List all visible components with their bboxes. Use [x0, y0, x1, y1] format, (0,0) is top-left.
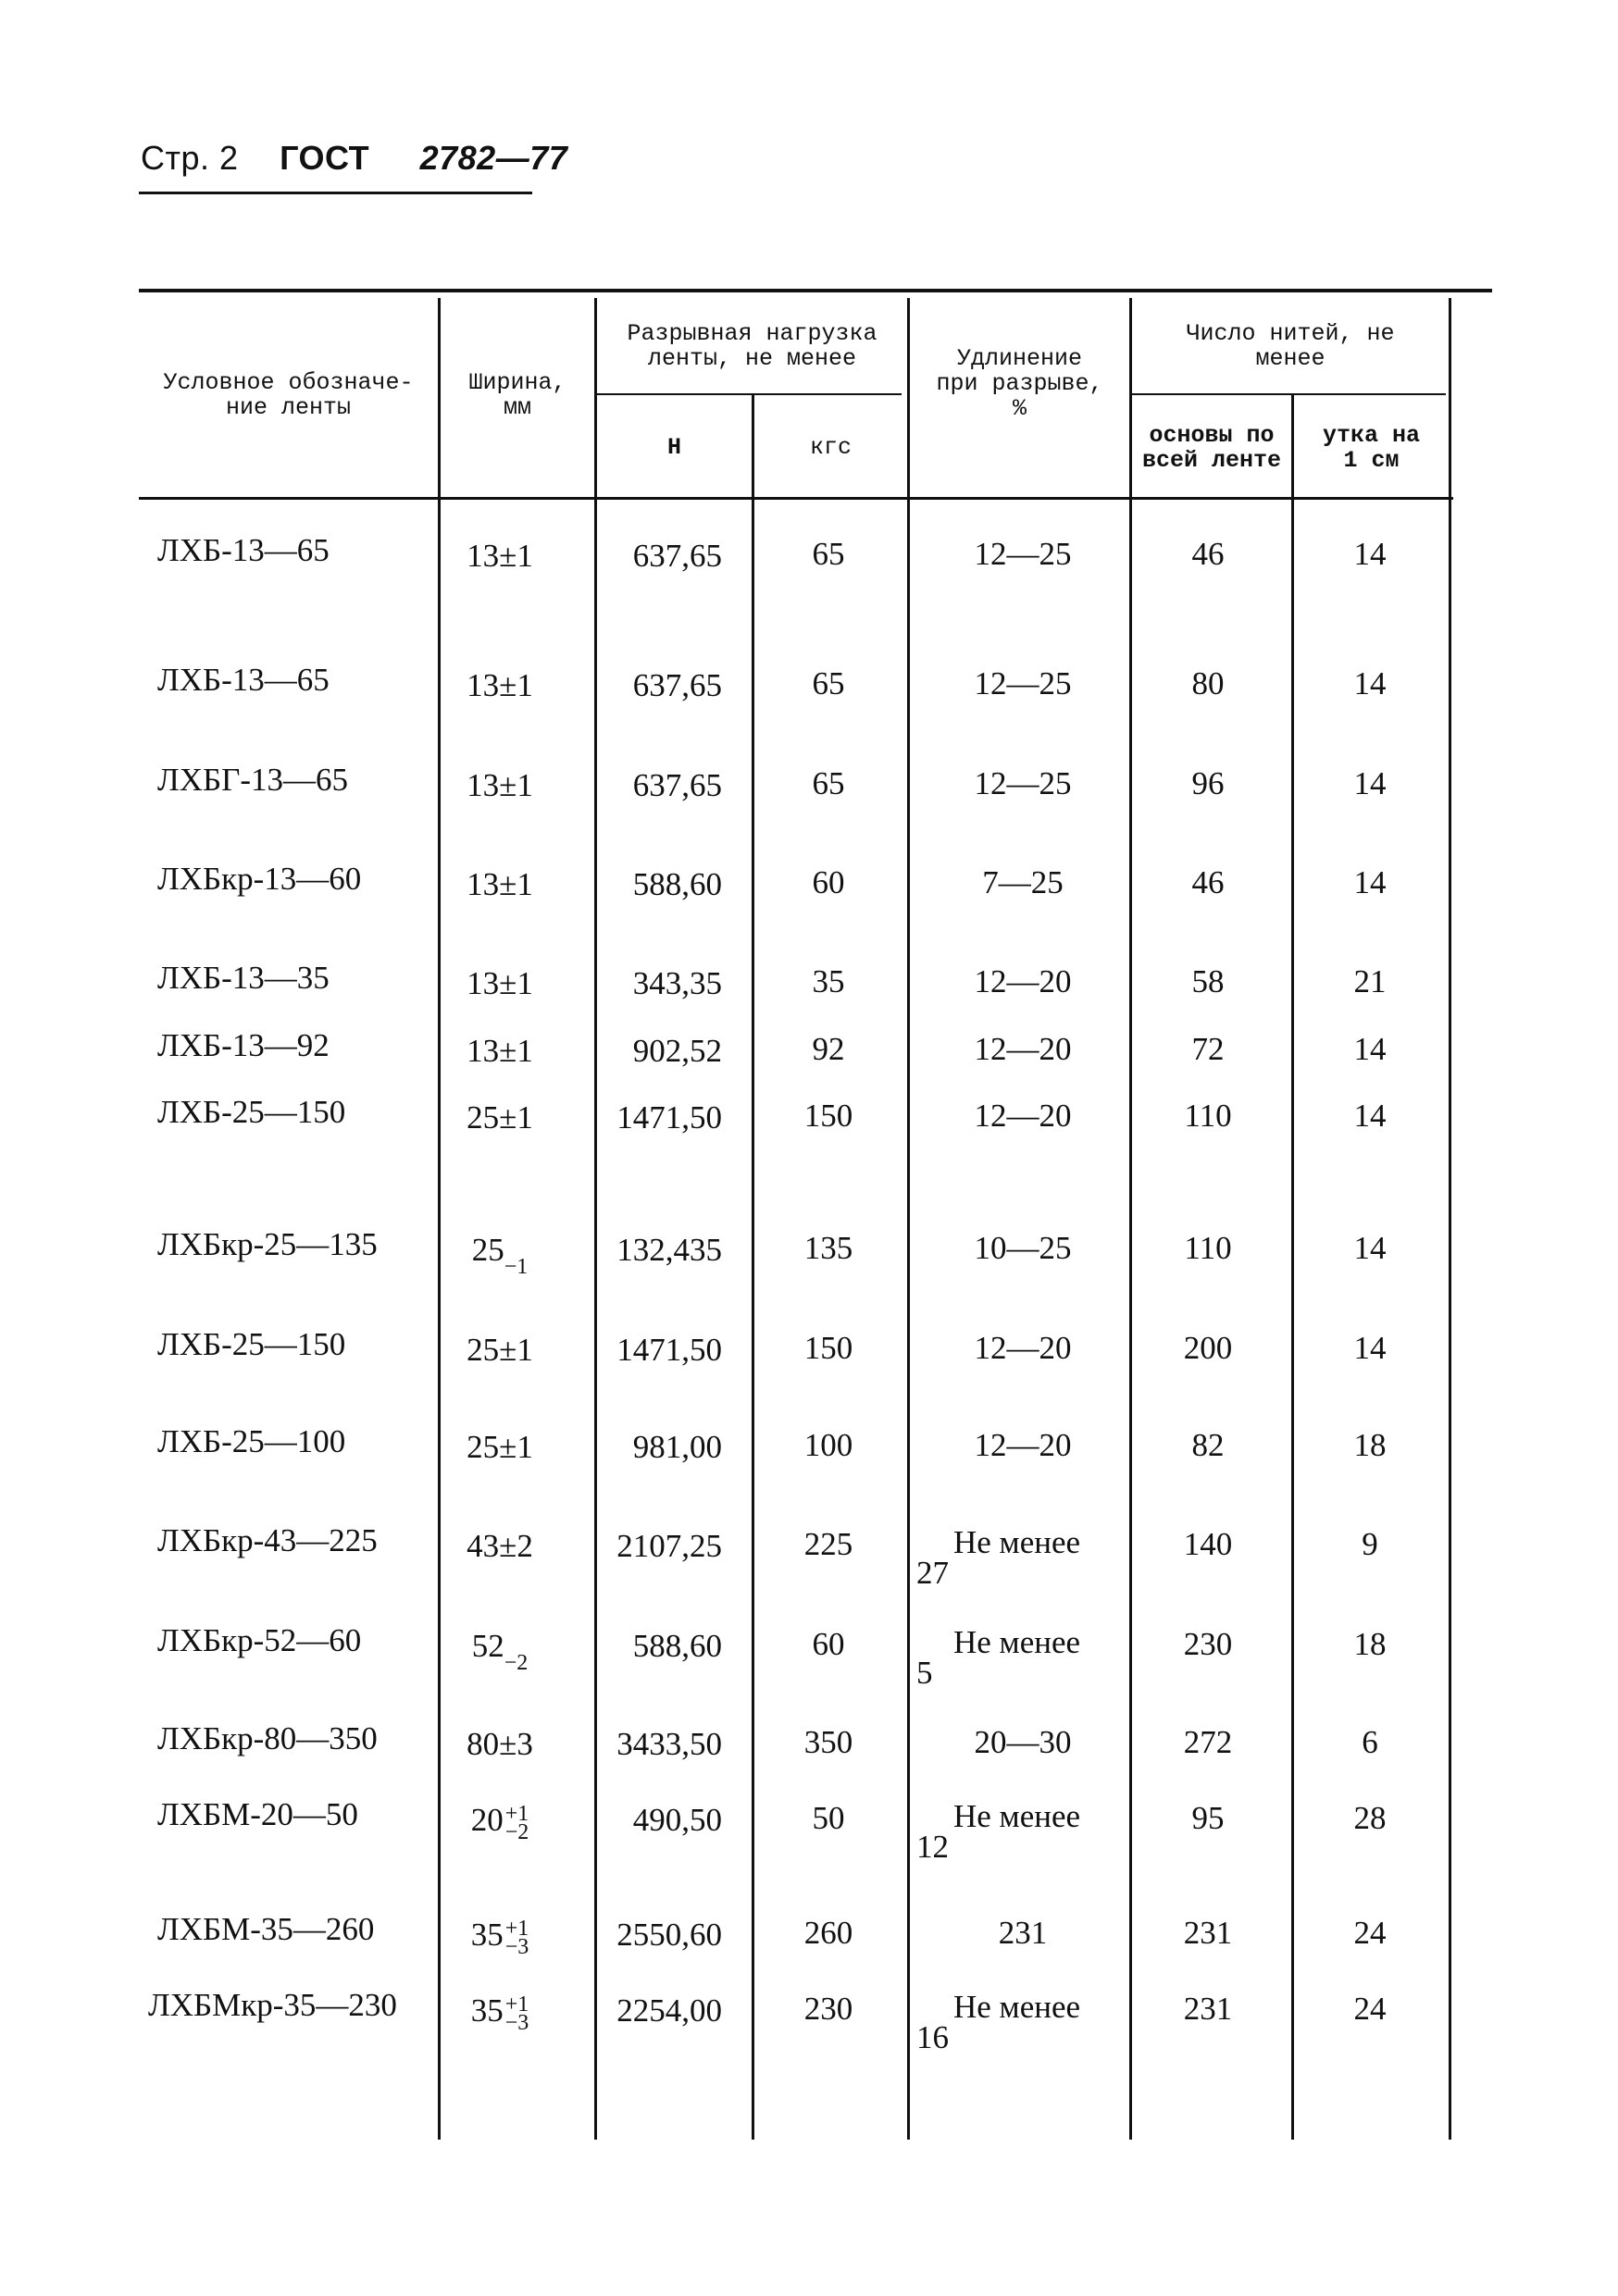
- load-newton-cell: 1471,50: [616, 1099, 722, 1136]
- load-kgf-cell: 65: [812, 765, 845, 801]
- designation-cell: ЛХБкр-25—135: [157, 1226, 378, 1262]
- width-tolerance: −2: [504, 1651, 529, 1675]
- page-header: [141, 139, 567, 178]
- load-newton-cell: 902,52: [632, 1033, 722, 1069]
- designation-cell: ЛХБ-13—65: [157, 532, 330, 568]
- width-nominal: 35: [470, 1992, 504, 2029]
- load-newton-cell: 343,35: [632, 965, 722, 1001]
- designation-cell: ЛХБ-25—150: [157, 1094, 346, 1130]
- load-kgf-cell: 35: [812, 963, 845, 999]
- width-nominal: 25: [471, 1232, 504, 1268]
- col-divider-7: [1449, 298, 1451, 2140]
- page-number: Стр. 2: [141, 139, 239, 177]
- breaking-load-subrule: [596, 393, 902, 395]
- width-nominal: 80±3: [467, 1726, 533, 1762]
- load-kgf-cell: 230: [803, 1991, 853, 2027]
- weft-threads-cell: 9: [1362, 1526, 1378, 1562]
- warp-threads-cell: 272: [1183, 1724, 1233, 1760]
- designation-cell: ЛХБкр-13—60: [157, 861, 362, 897]
- load-kgf-cell: 65: [812, 536, 845, 572]
- col-divider-5: [1129, 298, 1132, 2140]
- designation-cell: ЛХБГ-13—65: [157, 762, 349, 798]
- load-kgf-cell: 150: [803, 1330, 853, 1366]
- elongation-text: Не менее: [953, 1798, 1081, 1834]
- warp-threads-cell: 80: [1191, 665, 1225, 701]
- load-kgf-cell: 260: [803, 1915, 853, 1951]
- designation-cell: ЛХБкр-43—225: [157, 1522, 378, 1558]
- load-kgf-cell: 60: [812, 1626, 845, 1662]
- load-kgf-cell: 135: [803, 1230, 853, 1266]
- width-nominal: 13±1: [467, 667, 533, 703]
- warp-threads-cell: 110: [1184, 1230, 1232, 1266]
- threads-subrule: [1131, 393, 1446, 395]
- header-width: Ширина, мм: [468, 369, 566, 421]
- table-top-rule: [139, 289, 1492, 292]
- load-kgf-cell: 150: [803, 1098, 853, 1134]
- warp-threads-cell: 72: [1191, 1031, 1225, 1067]
- width-nominal: 52: [471, 1628, 504, 1664]
- weft-threads-cell: 14: [1353, 536, 1387, 572]
- elongation-value: 27: [916, 1555, 949, 1591]
- load-newton-cell: 588,60: [632, 866, 722, 902]
- elongation-text: Не менее: [953, 1624, 1081, 1660]
- width-nominal: 25±1: [467, 1332, 533, 1368]
- weft-threads-cell: 21: [1353, 963, 1387, 999]
- weft-threads-cell: 14: [1353, 864, 1387, 900]
- elongation-cell: 7—25: [982, 864, 1064, 900]
- elongation-cell: [916, 1624, 1129, 1691]
- designation-cell: ЛХБМ-35—260: [157, 1911, 375, 1947]
- load-newton-cell: 3433,50: [616, 1726, 722, 1762]
- elongation-cell: 12—20: [974, 1031, 1072, 1067]
- designation-cell: ЛХБкр-52—60: [157, 1622, 362, 1658]
- load-kgf-cell: 60: [812, 864, 845, 900]
- elongation-text: Не менее: [953, 1524, 1081, 1560]
- elongation-cell: 20—30: [974, 1724, 1072, 1760]
- width-nominal: 13±1: [467, 538, 533, 574]
- elongation-cell: 12—25: [974, 765, 1072, 801]
- width-nominal: 13±1: [467, 767, 533, 803]
- width-nominal: 25±1: [467, 1099, 533, 1136]
- load-kgf-cell: 50: [812, 1800, 845, 1836]
- load-newton-cell: 2550,60: [616, 1917, 722, 1953]
- header-threads: Число нитей, не менее: [1186, 320, 1395, 372]
- standard-label: ГОСТ: [280, 139, 370, 177]
- header-breaking-load: Разрывная нагрузка ленты, не менее: [627, 320, 877, 372]
- load-newton-cell: 2254,00: [616, 1992, 722, 2029]
- col-divider-4: [907, 298, 910, 2140]
- elongation-cell: 12—25: [974, 536, 1072, 572]
- width-nominal: 13±1: [467, 965, 533, 1001]
- load-newton-cell: 2107,25: [616, 1528, 722, 1564]
- elongation-cell: 12—25: [974, 665, 1072, 701]
- load-newton-cell: 637,65: [632, 767, 722, 803]
- elongation-cell: 12—20: [974, 963, 1072, 999]
- col-divider-2: [594, 298, 597, 2140]
- warp-threads-cell: 58: [1191, 963, 1225, 999]
- header-weft: утка на 1 см: [1322, 422, 1421, 474]
- width-tolerance: +1 −3: [504, 1992, 529, 2035]
- warp-threads-cell: 231: [1183, 1915, 1233, 1951]
- designation-cell: ЛХБ-13—65: [157, 662, 330, 698]
- weft-threads-cell: 14: [1353, 1098, 1387, 1134]
- weft-threads-cell: 24: [1353, 1915, 1387, 1951]
- weft-threads-cell: 28: [1353, 1800, 1387, 1836]
- width-nominal: 13±1: [467, 1033, 533, 1069]
- load-kgf-cell: 225: [803, 1526, 853, 1562]
- header-newtons: Н: [666, 434, 681, 461]
- weft-threads-cell: 6: [1362, 1724, 1378, 1760]
- load-kgf-cell: 100: [803, 1427, 853, 1463]
- weft-threads-cell: 18: [1353, 1427, 1387, 1463]
- designation-cell: ЛХБ-13—92: [157, 1027, 330, 1063]
- width-nominal: 25±1: [467, 1429, 533, 1465]
- elongation-cell: 12—20: [974, 1098, 1072, 1134]
- designation-cell: ЛХБ-25—100: [157, 1423, 346, 1459]
- designation-cell: ЛХБМкр-35—230: [148, 1987, 397, 2023]
- warp-threads-cell: 95: [1191, 1800, 1225, 1836]
- load-newton-cell: 637,65: [632, 538, 722, 574]
- specification-table: [139, 289, 1492, 2140]
- elongation-value: 5: [916, 1655, 933, 1691]
- width-nominal: 13±1: [467, 866, 533, 902]
- warp-threads-cell: 96: [1191, 765, 1225, 801]
- col-divider-1: [438, 298, 441, 2140]
- load-newton-cell: 132,435: [616, 1232, 722, 1268]
- weft-threads-cell: 24: [1353, 1991, 1387, 2027]
- elongation-value: 12: [916, 1829, 949, 1865]
- load-kgf-cell: 92: [812, 1031, 845, 1067]
- load-kgf-cell: 65: [812, 665, 845, 701]
- width-nominal: 43±2: [467, 1528, 533, 1564]
- designation-cell: ЛХБМ-20—50: [157, 1796, 358, 1832]
- warp-threads-cell: 46: [1191, 864, 1225, 900]
- warp-threads-cell: 46: [1191, 536, 1225, 572]
- width-nominal: 20: [470, 1802, 504, 1838]
- designation-cell: ЛХБ-13—35: [157, 960, 330, 996]
- width-tolerance: +1 −3: [504, 1916, 529, 1959]
- warp-threads-cell: 231: [1183, 1991, 1233, 2027]
- load-newton-cell: 981,00: [632, 1429, 722, 1465]
- col-divider-6: [1291, 395, 1294, 2140]
- col-divider-3: [752, 395, 754, 2140]
- elongation-cell: [916, 1798, 1129, 1865]
- weft-threads-cell: 14: [1353, 1330, 1387, 1366]
- elongation-cell: 10—25: [974, 1230, 1072, 1266]
- weft-threads-cell: 14: [1353, 1031, 1387, 1067]
- load-newton-cell: 588,60: [632, 1628, 722, 1664]
- elongation-cell: [916, 1524, 1129, 1591]
- warp-threads-cell: 230: [1183, 1626, 1233, 1662]
- elongation-cell: 12—20: [974, 1330, 1072, 1366]
- load-kgf-cell: 350: [803, 1724, 853, 1760]
- weft-threads-cell: 14: [1353, 665, 1387, 701]
- warp-threads-cell: 82: [1191, 1427, 1225, 1463]
- designation-cell: ЛХБкр-80—350: [157, 1720, 378, 1756]
- width-tolerance: −1: [504, 1255, 529, 1279]
- width-tolerance: +1 −2: [504, 1801, 529, 1844]
- warp-threads-cell: 110: [1184, 1098, 1232, 1134]
- weft-threads-cell: 14: [1353, 1230, 1387, 1266]
- header-underline: [139, 192, 532, 194]
- table-header-rule: [139, 497, 1453, 500]
- elongation-cell: 231: [998, 1915, 1048, 1951]
- weft-threads-cell: 14: [1353, 765, 1387, 801]
- width-nominal: 35: [470, 1917, 504, 1953]
- elongation-value: 16: [916, 2019, 949, 2055]
- load-newton-cell: 1471,50: [616, 1332, 722, 1368]
- header-kgf: кгс: [809, 434, 852, 461]
- standard-number: 2782—77: [419, 139, 568, 177]
- weft-threads-cell: 18: [1353, 1626, 1387, 1662]
- load-newton-cell: 637,65: [632, 667, 722, 703]
- header-designation: Условное обозначе- ние ленты: [163, 369, 414, 421]
- warp-threads-cell: 140: [1183, 1526, 1233, 1562]
- elongation-cell: 12—20: [974, 1427, 1072, 1463]
- elongation-text: Не менее: [953, 1989, 1081, 2025]
- header-elongation: Удлинение при разрыве, %: [936, 345, 1103, 422]
- warp-threads-cell: 200: [1183, 1330, 1233, 1366]
- designation-cell: ЛХБ-25—150: [157, 1326, 346, 1362]
- header-warp: основы по всей ленте: [1141, 422, 1282, 474]
- load-newton-cell: 490,50: [632, 1802, 722, 1838]
- elongation-cell: [916, 1989, 1129, 2055]
